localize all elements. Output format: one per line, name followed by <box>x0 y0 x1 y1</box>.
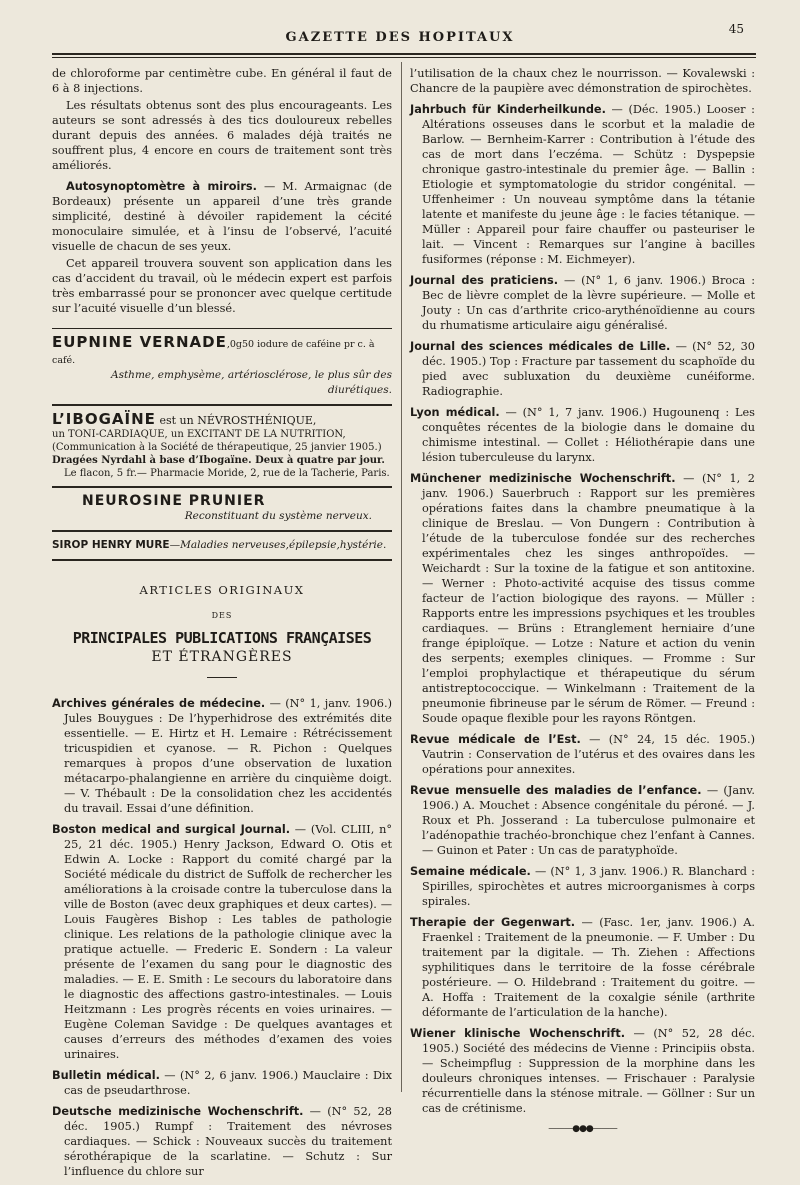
articles-title-line2: ET ÉTRANGÈRES <box>151 649 293 665</box>
journal-entry <box>410 783 755 858</box>
articles-heading: ARTICLES ORIGINAUX <box>139 583 305 597</box>
ad-separator <box>52 404 392 406</box>
left-column <box>52 66 392 1185</box>
journal-entry <box>52 1068 392 1098</box>
paragraph: l’utilisation de la chaux chez le nourrisson. — Kovalewski : Chancre de la paupière avec démonstration de spirochètes. <box>410 67 755 95</box>
ad-line: (Communication à la Société de thérapeutique, 25 janvier 1905.) <box>52 442 382 453</box>
ad-tagline: —Maladies nerveuses,épilepsie,hystérie. <box>169 539 387 551</box>
journal-entry <box>410 1026 755 1116</box>
journal-text: — (N° 1, 2 janv. 1906.) Sauerbruch : Rapport sur les premières opérations faites dans la chambre pneumatique à la clinique de Breslau. — Von Dungern : Contribution à l’étude de la tuberculose fondée sur des recherches expérimentales chez les singes anthropoïdes. — Weichardt : Sur la toxine de la fatigue et son antitoxine. — Werner : Photo-activité acquise des tissus comme facteur de l’action biologique des rayons. — Müller : Rapports entre les impressions psychiques et les troubles cardiaques. — Brüns : Etranglement herniaire d’une frange épiploïque. — Lotze : Nature et action du venin des serpents; exemples cliniques. — Fromme : Sur l’emploi prophylactique et thérapeutique du sérum antistreptococcique. — Winkelmann : Traitement de la pneumonie fibrineuse par le sérum de Römer. — Freund : Soude opaque flexible pour les rayons Röntgen. <box>422 472 755 725</box>
journal-entry <box>410 102 755 267</box>
advertisement-ibogaine <box>52 412 392 480</box>
journal-text: — (N° 1, 3 janv. 1906.) R. Blanchard : Spirilles, spirochètes et autres microorganismes à corps spirales. <box>422 865 755 908</box>
end-ornament: ———●●●——— <box>548 1124 617 1134</box>
advertisement-neurosine <box>52 494 392 524</box>
journal-text: — (N° 24, 15 déc. 1905.) Vautrin : Conservation de l’utérus et des ovaires dans les opérations pour annexites. <box>422 733 755 776</box>
column-divider <box>401 62 402 1092</box>
articles-des: DES <box>211 611 233 620</box>
journal-entry <box>52 1104 392 1179</box>
paragraph-autosynoptometre <box>52 179 392 254</box>
ad-separator <box>52 530 392 532</box>
ad-tagline: Reconstituant du système nerveux. <box>184 510 372 522</box>
journal-text: — (N° 52, 28 déc. 1905.) Société des médecins de Vienne : Principiis obsta. — Scheimpflug : Suppression de la morphine dans les douleurs chroniques intenses. — Frischauer : Paralysie récurrentielle dans la sténose mitrale. — Göllner : Sur un cas de crétinisme. <box>422 1027 755 1115</box>
journal-text: — (N° 2, 6 janv. 1906.) Mauclaire : Dix cas de pseudarthrose. <box>64 1069 393 1097</box>
journal-name: Jahrbuch für Kinderheilkunde. <box>410 103 606 116</box>
header-rule <box>52 53 756 55</box>
journal-name: Boston medical and surgical Journal. <box>52 823 291 836</box>
journal-name: Wiener klinische Wochenschrift. <box>410 1027 626 1040</box>
journal-text: — (N° 1, janv. 1906.) Jules Bouygues : De l’hyperhidrose des extrémités dite essentielle. — E. Hirtz et H. Lemaire : Rétrécissement tricuspidien et cyanose. — R. Pichon : Quelques remarques à propos d’une observation de luxation métacarpo-phalangienne en arrière du cinquième doigt. — V. Thébault : De la consolidation chez les accidentés du travail. Essai d’une définition. <box>64 697 392 815</box>
page-header-title: GAZETTE DES HOPITAUX <box>285 30 515 45</box>
paragraph: Cet appareil trouvera souvent son application dans les cas d’accident du travail, où le médecin expert est parfois très embarrassé pour se prononcer avec quelque certitude sur l’acuité visuelle d’un blessé. <box>52 257 392 315</box>
journal-name: Journal des praticiens. <box>410 274 558 287</box>
ad-tagline: Asthme, emphysème, artériosclérose, le plus sûr des diurétiques. <box>110 369 392 396</box>
journal-entry <box>410 915 755 1020</box>
journal-name: Lyon médical. <box>410 406 500 419</box>
journal-text: — (Déc. 1905.) Looser : Altérations osseuses dans le scorbut et la maladie de Barlow. — Bernheim-Karrer : Contribution à l’étude des cas de mort dans l’eczéma. — Schütz : Dyspepsie chronique gastro-intestinale du premier âge. — Ballin : Etiologie et symptomatologie du stridor congénital. — Uffenheimer : Un nouveau symptôme dans la tétanie latente et manifeste du jeune âge : le facies tétanique. — Müller : Appareil pour faire chauffer ou pasteuriser le lait. — Vincent : Remarques sur l’angine à bacilles fusiformes (réponse : M. Eichmeyer). <box>422 103 755 266</box>
journal-text: — (N° 52, 28 déc. 1905.) Rumpf : Traitement des névroses cardiaques. — Schick : Nouveaux succès du traitement sérothérapique de la scarlatine. — Schutz : Sur l’influence du chlore sur <box>64 1105 392 1178</box>
journal-text: — (N° 1, 7 janv. 1906.) Hugounenq : Les conquêtes récentes de la biologie dans le domaine du chimisme intestinal. — Collet : Héliothérapie dans une lésion tuberculeuse du larynx. <box>422 406 755 464</box>
journal-name: Revue mensuelle des maladies de l’enfance. <box>410 784 702 797</box>
journal-text: — (N° 52, 30 déc. 1905.) Top : Fracture par tassement du scaphoïde du pied avec subluxation du deuxième cunéiforme. Radiographie. <box>422 340 755 398</box>
paragraph-text: — M. Armaignac (de Bordeaux) présente un appareil d’une très grande simplicité, destiné à dévoiler rapidement la cécité monoculaire simulée, et à l’insu de l’observé, l’acuité visuelle de chacun de ses yeux. <box>52 180 392 253</box>
section-heading: Autosynoptomètre à miroirs. <box>66 180 257 193</box>
journal-text: — (Fasc. 1er, janv. 1906.) A. Fraenkel : Traitement de la pneumonie. — F. Umber : Du traitement par la digitale. — Th. Ziehen : Affections syphilitiques dans le territoire de la fosse cérébrale postérieure. — O. Hildebrand : Traitement du goitre. — A. Hoffa : Traitement de la coxalgie sénile (arthrite déformante de l’articulation de la hanche). <box>422 916 755 1019</box>
ad-line: est un NÉVROSTHÉNIQUE, <box>159 414 317 427</box>
header-rule-thin <box>52 57 756 58</box>
ad-line: Le flacon, 5 fr.— Pharmacie Moride, 2, rue de la Tacherie, Paris. <box>64 468 390 479</box>
journal-entry <box>410 471 755 726</box>
journal-name: Archives générales de médecine. <box>52 697 266 710</box>
ad-product-name: SIROP HENRY MURE <box>52 539 170 551</box>
page-number: 45 <box>728 22 744 36</box>
advertisement-sirop <box>52 538 392 553</box>
advertisement-eupnine <box>52 335 392 398</box>
ad-separator <box>52 486 392 488</box>
journal-name: Therapie der Gegenwart. <box>410 916 576 929</box>
ad-line: un TONI-CARDIAQUE, un EXCITANT DE LA NUTRITION, <box>52 429 346 440</box>
ad-product-detail: ,0g50 iodure de caféine pr c. à café. <box>52 339 375 366</box>
journal-name: Journal des sciences médicales de Lille. <box>410 340 671 353</box>
ad-separator <box>52 328 392 329</box>
journal-text: — (Vol. CLIII, n° 25, 21 déc. 1905.) Henry Jackson, Edward O. Otis et Edwin A. Locke : Rapport du comité chargé par la Société médicale du district de Suffolk de rechercher les améliorations à la croisade contre la tuberculose dans la ville de Boston (avec deux graphiques et deux cartes). — Louis Faugères Bishop : Les tables de pathologie clinique. Les relations de la pathologie clinique avec la pratique actuelle. — Frederic E. Sondern : La valeur présente de l’examen du sang pour le diagnostic des maladies. — E. E. Smith : Le secours du laboratoire dans le diagnostic des affections gastro-intestinales. — Louis Heitzmann : Les progrès récents en voies urinaires. — Eugène Coleman Savidge : De quelques avantages et causes d’erreurs des méthodes d’examen des voies urinaires. <box>64 823 393 1061</box>
journal-entry <box>410 339 755 399</box>
journal-entry <box>52 822 392 1062</box>
journal-entry <box>52 696 392 816</box>
journal-text: — (Janv. 1906.) A. Mouchet : Absence congénitale du péroné. — J. Roux et Ph. Josserand : La tuberculose pulmonaire et l’adénopathie trachéo-bronchique chez l’enfant à Cannes. — Guinon et Pater : Un cas de paratyphoïde. <box>422 784 755 857</box>
articles-title: PRINCIPALES PUBLICATIONS FRANÇAISES <box>72 629 372 647</box>
journal-entry <box>410 273 755 333</box>
journal-entry <box>410 864 755 909</box>
journal-name: Deutsche medizinische Wochenschrift. <box>52 1105 304 1118</box>
journal-name: Bulletin médical. <box>52 1069 160 1082</box>
journal-name: Semaine médicale. <box>410 865 531 878</box>
journal-text: — (N° 1, 6 janv. 1906.) Broca : Bec de lièvre complet de la lèvre supérieure. — Molle et Jouty : Un cas d’arthrite crico-arythénoïdienne au cours du rhumatisme articulaire aigu généralisé. <box>422 274 755 332</box>
articles-rule <box>207 677 237 678</box>
ad-line: Dragées Nyrdahl à base d’Ibogaïne. Deux à quatre par jour. <box>52 455 385 466</box>
right-column <box>410 66 755 1137</box>
ad-product-name: NEUROSINE PRUNIER <box>82 493 266 509</box>
ad-separator <box>52 559 392 561</box>
ad-product-name: EUPNINE VERNADE <box>52 333 227 351</box>
journal-entry <box>410 732 755 777</box>
journal-entry <box>410 405 755 465</box>
journal-name: Revue médicale de l’Est. <box>410 733 581 746</box>
journal-name: Münchener medizinische Wochenschrift. <box>410 472 676 485</box>
ad-product-name: L’IBOGAÏNE <box>52 410 156 428</box>
paragraph: de chloroforme par centimètre cube. En général il faut de 6 à 8 injections. <box>52 67 392 95</box>
paragraph: Les résultats obtenus sont des plus encourageants. Les auteurs se sont adressés à des tics douloureux rebelles durant depuis des années. 6 malades déjà traités ne souffrent plus, 4 encore en cours de traitement sont très améliorés. <box>52 99 392 172</box>
